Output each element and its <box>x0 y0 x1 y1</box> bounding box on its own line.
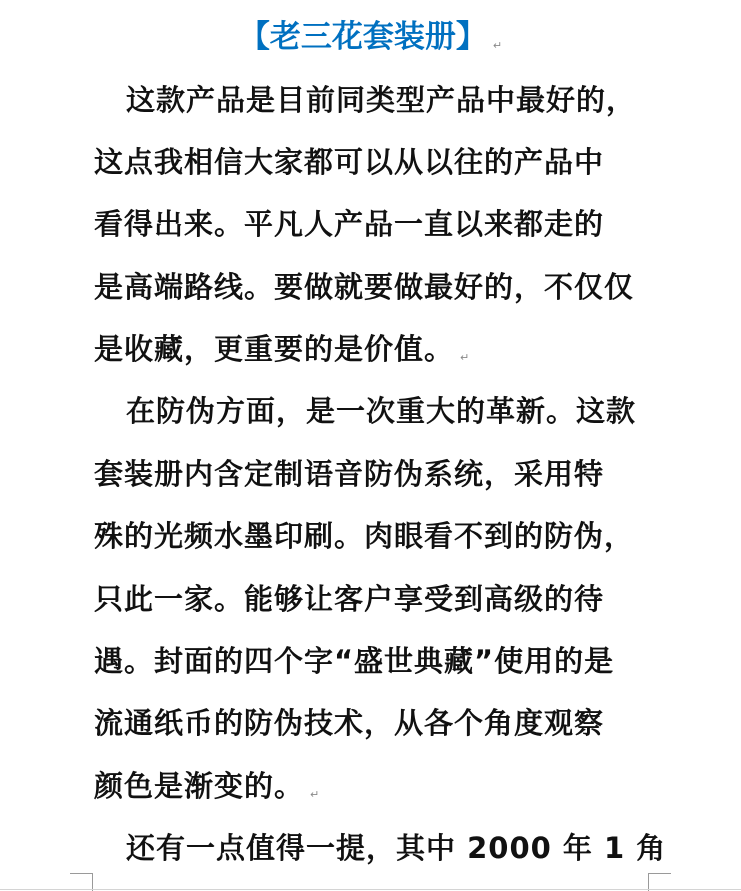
paragraph-mark-icon: ↵ <box>460 351 471 364</box>
text-line-8: 殊的光频水墨印刷。肉眼看不到的防伪， <box>94 519 635 553</box>
text-line-10: 遇。封面的四个字“盛世典藏”使用的是 <box>94 644 615 678</box>
text-line-7: 套装册内含定制语音防伪系统，采用特 <box>94 457 605 491</box>
text-line-4: 是高端路线。要做就要做最好的，不仅仅 <box>94 270 635 304</box>
text-line-13: 还有一点值得一提，其中 2000 年 1 角 <box>126 831 667 865</box>
text-line-6: 在防伪方面，是一次重大的革新。这款 <box>126 394 637 428</box>
text-line-3: 看得出来。平凡人产品一直以来都走的 <box>94 207 605 241</box>
paragraph-mark-icon: ↵ <box>492 39 503 52</box>
paragraph-mark-icon: ↵ <box>310 788 321 801</box>
page-bottom-edge <box>0 889 741 890</box>
text-line-2: 这点我相信大家都可以从以往的产品中 <box>94 145 605 179</box>
text-line-5-text: 是收藏，更重要的是价值。 <box>94 332 455 366</box>
text-line-12 <box>94 766 320 815</box>
document-title <box>0 14 741 69</box>
text-line-12-text: 颜色是渐变的。 <box>94 769 305 803</box>
text-line-5 <box>94 329 470 378</box>
text-line-1: 这款产品是目前同类型产品中最好的， <box>126 83 637 117</box>
text-line-11: 流通纸币的防伪技术，从各个角度观察 <box>94 706 605 740</box>
text-line-9: 只此一家。能够让客户享受到高级的待 <box>94 582 605 616</box>
title-text: 【老三花套装册】 <box>238 19 487 55</box>
